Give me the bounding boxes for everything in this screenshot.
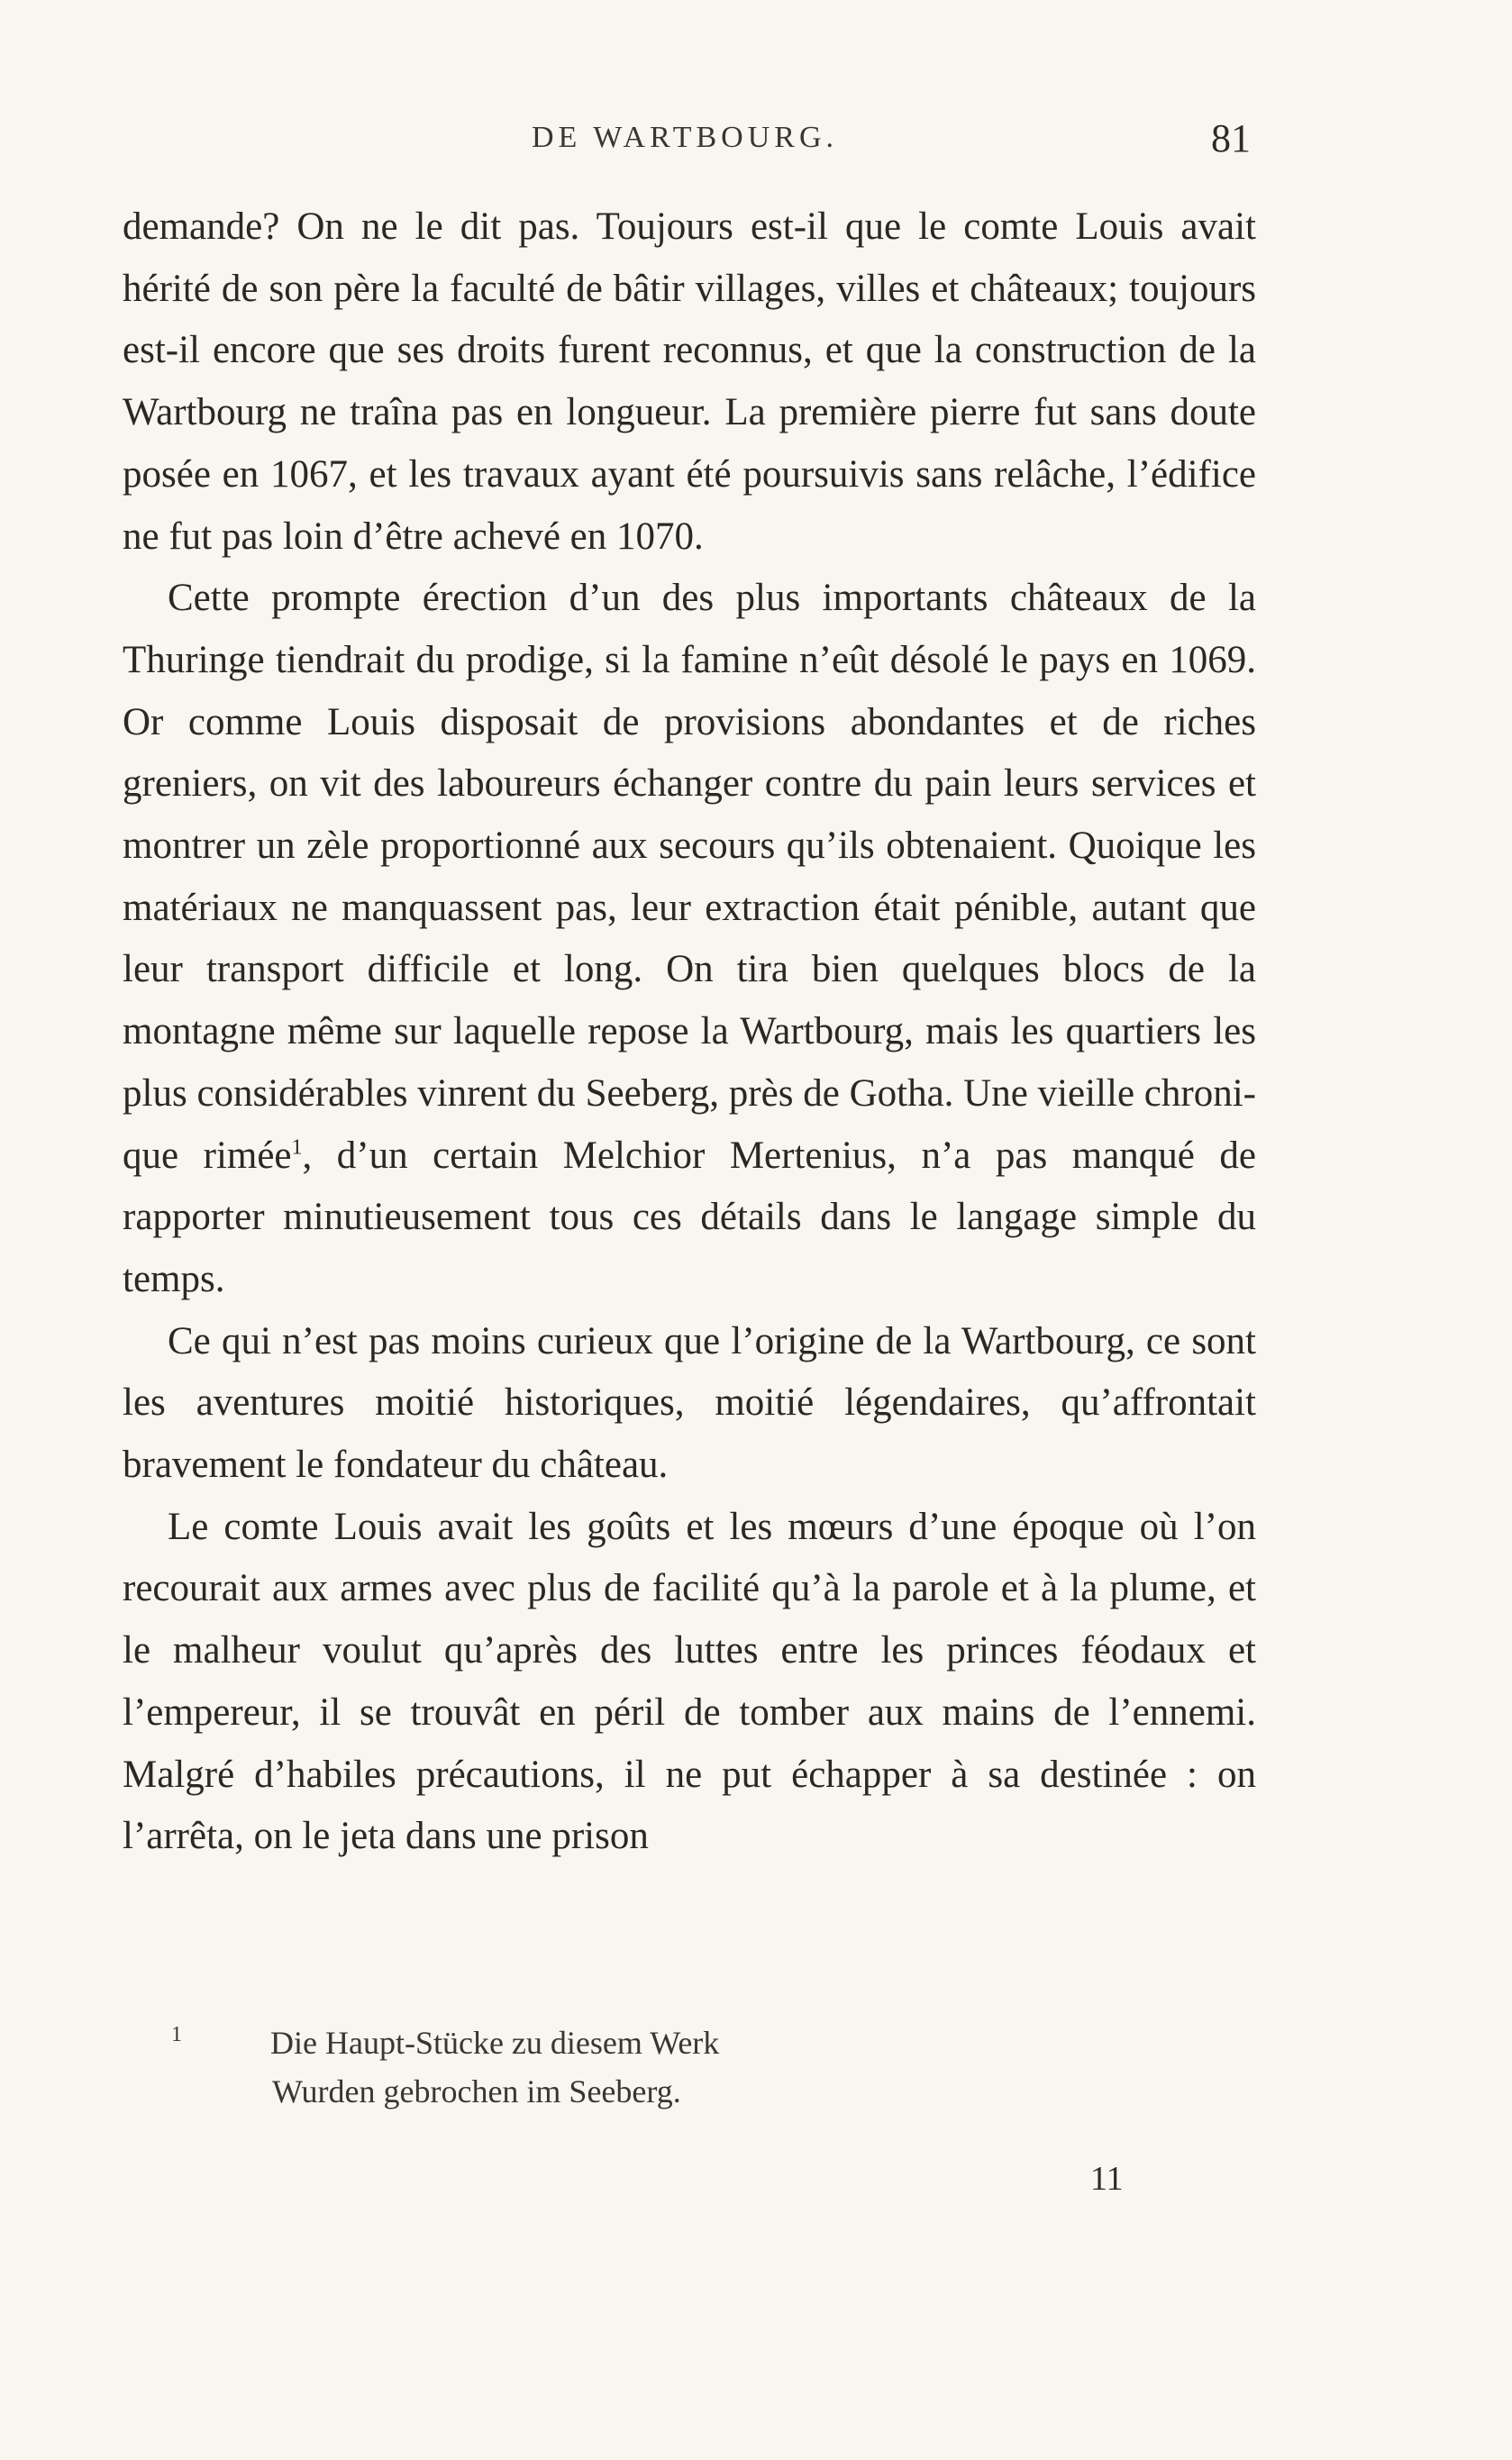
running-title: DE WARTBOURG. (532, 121, 839, 154)
paragraph-2-text: Cette prompte érection d’un des plus importants châteaux de la Thuringe tiendrait du prodige, si la famine n’eût désolé le pays en 1069. Or comme Louis disposait de provisions abondantes et de riches greniers, on vit des laboureurs échanger contre du pain leurs services et montrer un zèle proportionné aux secours qu’ils obtenaient. Quoique les matériaux ne manquassent pas, leur extraction était pénible, autant que leur transport difficile et long. On tira bien quelques blocs de la montagne même sur laquelle repose la Wartbourg, mais les quartiers les plus considérables vinrent du Seeberg, près de Gotha. Une vieille chronique rimée (123, 577, 1256, 1177)
footnote-line-2: Wurden gebrochen im Seeberg. (272, 2073, 681, 2109)
paragraph-2-continuation: , d’un certain Melchior Mertenius, n’a pas manqué de rapporter minutieusement tous ces détails dans le langage simple du temps. (123, 1134, 1256, 1300)
paragraph-3: Ce qui n’est pas moins curieux que l’origine de la Wartbourg, ce sont les aventures moitié historiques, moitié légendaires, qu’affrontait bravement le fondateur du château. (123, 1319, 1256, 1487)
page-number: 81 (1211, 116, 1251, 160)
footnote-text-1: Die Haupt-Stücke zu diesem Werk (270, 2025, 720, 2061)
footnote-reference[interactable]: 1 (291, 1135, 303, 1160)
body-text (123, 196, 1256, 1868)
paragraph-1: demande? On ne le dit pas. Toujours est-il que le comte Louis avait hérité de son père la faculté de bâtir villages, villes et châteaux; toujours est-il encore que ses droits furent reconnus, et que la construction de la Wartbourg ne traîna pas en longueur. La première pierre fut sans doute posée en 1067, et les travaux ayant été poursuivis sans relâche, l’édifice ne fut pas loin d’être achevé en 1070. (123, 205, 1256, 558)
paragraph-2 (123, 568, 1256, 1310)
paragraph-4: Le comte Louis avait les goûts et les mœurs d’une époque où l’on recourait aux armes avec plus de facilité qu’à la parole et à la plume, et le malheur voulut qu’après des luttes entre les princes féodaux et l’empereur, il se trouvât en péril de tomber aux mains de l’ennemi. Malgré d’habiles précautions, il ne put échapper à sa destinée : on l’arrêta, on le jeta dans une prison (123, 1505, 1256, 1858)
footnote-line-1 (171, 2018, 982, 2067)
signature-mark: 11 (1090, 2160, 1124, 2198)
footnote (171, 2018, 982, 2116)
footnote-marker: 1 (171, 2023, 182, 2046)
